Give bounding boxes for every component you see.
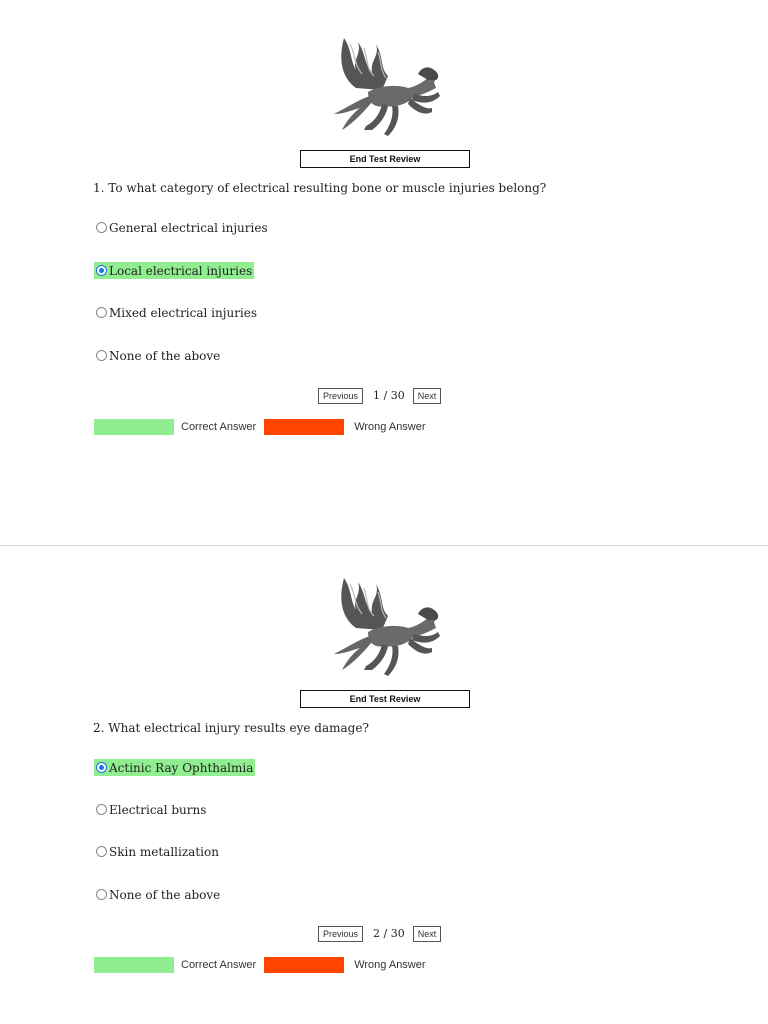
answer-option-label: Electrical burns xyxy=(109,802,207,817)
page-indicator: 2 / 30 xyxy=(373,927,405,940)
answer-option-label: General electrical injuries xyxy=(109,220,268,235)
answer-option[interactable] xyxy=(94,801,208,818)
pegasus-logo-icon xyxy=(322,30,446,144)
page-indicator: 1 / 30 xyxy=(373,389,405,402)
radio-button[interactable] xyxy=(96,222,107,233)
question-text: 2. What electrical injury results eye damage? xyxy=(93,721,369,735)
answer-option-label: Mixed electrical injuries xyxy=(109,305,258,320)
answer-option[interactable] xyxy=(94,886,222,903)
radio-button[interactable] xyxy=(96,889,107,900)
correct-answer-label: Correct Answer xyxy=(181,421,257,433)
radio-button[interactable] xyxy=(96,350,107,361)
question-text: 1. To what category of electrical resulting bone or muscle injuries belong? xyxy=(93,181,547,195)
answer-option-correct[interactable] xyxy=(94,759,255,776)
answer-legend xyxy=(94,957,426,973)
next-button[interactable]: Next xyxy=(413,926,442,942)
answer-option-label: Actinic Ray Ophthalmia xyxy=(109,760,254,775)
question-panel-2 xyxy=(0,548,768,1024)
end-test-review-button[interactable]: End Test Review xyxy=(300,150,470,168)
radio-button-selected[interactable] xyxy=(96,762,107,773)
answer-option[interactable] xyxy=(94,347,222,364)
radio-button[interactable] xyxy=(96,804,107,815)
answer-option[interactable] xyxy=(94,304,259,321)
correct-answer-label: Correct Answer xyxy=(181,959,257,971)
next-button[interactable]: Next xyxy=(413,388,442,404)
wrong-color-swatch xyxy=(264,957,344,973)
pegasus-logo-icon xyxy=(322,570,446,684)
end-test-review-button[interactable]: End Test Review xyxy=(300,690,470,708)
radio-button[interactable] xyxy=(96,846,107,857)
correct-color-swatch xyxy=(94,419,174,435)
answer-legend xyxy=(94,419,426,435)
previous-button[interactable]: Previous xyxy=(318,926,363,942)
wrong-answer-label: Wrong Answer xyxy=(354,959,426,971)
answer-option[interactable] xyxy=(94,219,270,236)
answer-option-label: Local electrical injuries xyxy=(109,263,253,278)
wrong-answer-label: Wrong Answer xyxy=(354,421,426,433)
previous-button[interactable]: Previous xyxy=(318,388,363,404)
pagination xyxy=(318,925,441,942)
wrong-color-swatch xyxy=(264,419,344,435)
radio-button-selected[interactable] xyxy=(96,265,107,276)
answer-option-label: Skin metallization xyxy=(109,844,219,859)
correct-color-swatch xyxy=(94,957,174,973)
answer-option-label: None of the above xyxy=(109,348,221,363)
answer-option-label: None of the above xyxy=(109,887,221,902)
answer-option[interactable] xyxy=(94,843,221,860)
answer-option-correct[interactable] xyxy=(94,262,254,279)
pagination xyxy=(318,387,441,404)
section-divider xyxy=(0,545,768,546)
radio-button[interactable] xyxy=(96,307,107,318)
